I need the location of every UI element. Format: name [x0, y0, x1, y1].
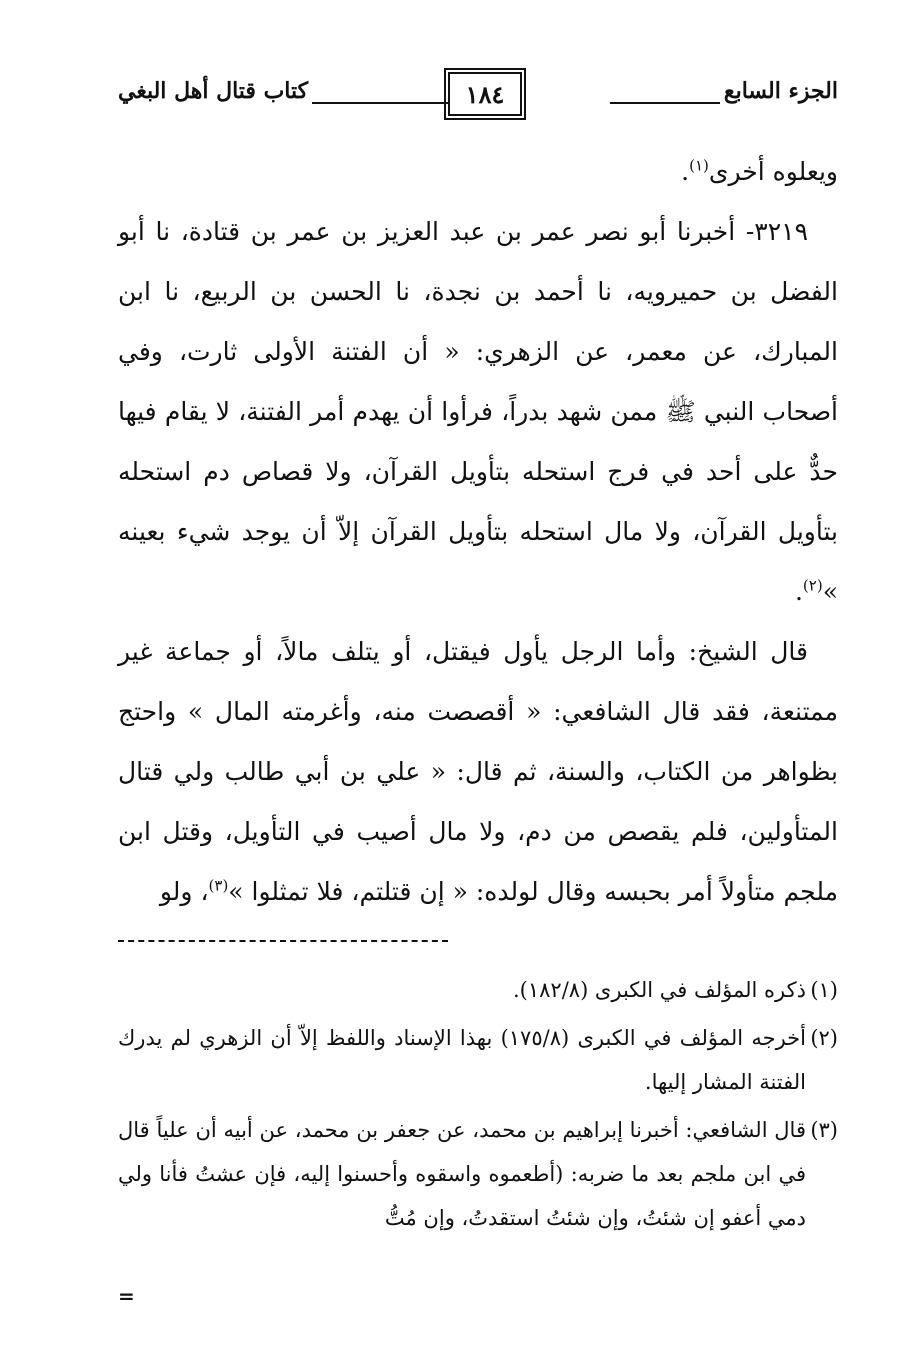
- footnote-2: [118, 1016, 838, 1104]
- header-volume-group: [610, 78, 838, 104]
- footnote-1: [118, 968, 838, 1012]
- paragraph-sheikh: [118, 622, 838, 922]
- header-rule-left: [312, 84, 450, 104]
- footnote-2-text: أخرجه المؤلف في الكبرى (١٧٥/٨) بهذا الإسناد واللفظ إلاّ أن الزهري لم يدرك الفتنة المشار إليها.: [118, 1026, 806, 1094]
- header-book-title: كتاب قتال أهل البغي: [118, 78, 309, 104]
- footnote-2-marker: (٢): [810, 1026, 838, 1050]
- paragraph-3219-end: .: [794, 577, 803, 606]
- main-text: [118, 142, 838, 922]
- running-header: [118, 72, 838, 120]
- page-number-box: [448, 72, 522, 116]
- header-title-group: [118, 78, 450, 104]
- footnote-1-marker: (١): [810, 978, 838, 1002]
- header-volume: الجزء السابع: [723, 78, 838, 104]
- footnote-ref-2: (٢): [802, 576, 823, 595]
- footnote-ref-1: (١): [689, 156, 709, 175]
- header-rule-right: [610, 84, 720, 104]
- footnotes: [118, 968, 838, 1244]
- book-page: [118, 60, 838, 1340]
- page-number: ١٨٤: [465, 79, 505, 109]
- footnote-separator: [118, 940, 448, 942]
- footnote-3: [118, 1108, 838, 1240]
- hadith-3219-text: ٣٢١٩- أخبرنا أبو نصر عمر بن عبد العزيز بن عمر بن قتادة، نا أبو الفضل بن حميرويه، نا أحمد بن نجدة، نا الحسن بن الربيع، نا ابن المبارك، عن معمر، عن الزهري: « أن الفتنة الأولى ثارت، وفي أصحاب النبي ﷺ ممن شهد بدراً، فرأوا أن يهدم أمر الفتنة، لا يقام فيها حدٌّ على أحد في فرج استحله بتأويل القرآن، ولا قصاص دم استحله بتأويل القرآن، ولا مال استحله بتأويل القرآن إلاّ أن يوجد شيء بعينه »: [118, 217, 838, 606]
- footnote-3-text: قال الشافعي: أخبرنا إبراهيم بن محمد، عن جعفر بن محمد، عن أبيه أن علياً قال في ابن ملجم بعد ما ضربه: (أطعموه واسقوه وأحسنوا إليه، فإن عشتُ فأنا ولي دمي أعفو إن شئتُ، وإن شئتُ استقدتُ، وإن مُتُّ: [118, 1118, 806, 1230]
- paragraph-1-text: ويعلوه أخرى: [708, 157, 838, 186]
- footnote-1-text: ذكره المؤلف في الكبرى (١٨٢/٨).: [512, 978, 806, 1002]
- footnote-3-marker: (٣): [810, 1118, 838, 1142]
- paragraph-3219: [118, 202, 838, 622]
- sheikh-paragraph-end: ، ولو: [159, 877, 209, 906]
- paragraph-1-end: .: [681, 157, 690, 186]
- footnote-ref-3: (٣): [208, 876, 229, 895]
- sheikh-paragraph-text: قال الشيخ: وأما الرجل يأول فيقتل، أو يتلف مالاً، أو جماعة غير ممتنعة، فقد قال الشافعي: « أقصصت منه، وأغرمته المال » واحتج بظواهر من الكتاب، والسنة، ثم قال: « علي بن أبي طالب ولي قتال المتأولين، فلم يقصص من دم، ولا مال أصيب في التأويل، وقتل ابن ملجم متأولاً أمر بحبسه وقال لولده: « إن قتلتم، فلا تمثلوا »: [118, 637, 838, 906]
- continuation-mark: =: [118, 1284, 135, 1308]
- paragraph-1: [118, 142, 838, 202]
